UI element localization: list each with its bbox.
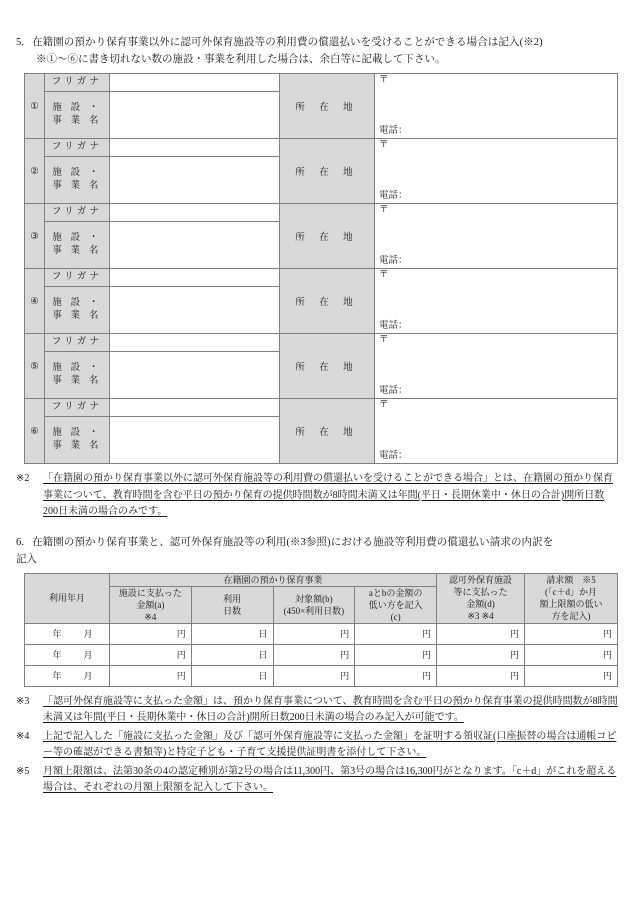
year-unit-1: 年 (52, 629, 62, 639)
header-group-enrolled: 在籍園の預かり保育事業 (110, 573, 437, 586)
address-box-6[interactable] (375, 399, 617, 463)
cell-lower-of-ab-2[interactable]: 円 (355, 644, 437, 665)
section-5-heading (12, 34, 618, 51)
month-unit-2: 月 (83, 650, 93, 660)
tel-label-6: 電話： (379, 451, 408, 461)
facility-name-label-4: 施 設 ・ 事 業 名 (45, 287, 110, 334)
location-label-2: 所 在 地 (280, 139, 375, 204)
cell-paid-facility-3[interactable]: 円 (110, 665, 192, 686)
cell-claim-amount-3[interactable]: 円 (525, 665, 618, 686)
location-label-5: 所 在 地 (280, 334, 375, 399)
section-5-heading-line2: ※①〜⑥に書き切れない数の施設・事業を利用した場合は、余白等に記載して下さい。 (36, 54, 446, 65)
section-6-heading (12, 534, 618, 551)
cell-paid-facility-1[interactable]: 円 (110, 623, 192, 644)
cell-lower-of-ab-1[interactable]: 円 (355, 623, 437, 644)
facility-table (24, 73, 618, 464)
location-label-4: 所 在 地 (280, 269, 375, 334)
breakdown-table (24, 573, 618, 687)
facility-name-label-5: 施 設 ・ 事 業 名 (45, 352, 110, 399)
zip-label-2: 〒 (379, 140, 389, 150)
table-row (25, 204, 618, 222)
furigana-label-3: フリガナ (45, 204, 110, 222)
location-label-1: 所 在 地 (280, 74, 375, 139)
breakdown-table-body (25, 623, 618, 686)
month-unit-1: 月 (83, 629, 93, 639)
facility-name-label-6: 施 設 ・ 事 業 名 (45, 417, 110, 464)
cell-use-days-3[interactable]: 日 (191, 665, 273, 686)
facility-index-1: ① (25, 74, 45, 139)
note-2-text: 「在籍園の預かり保育事業以外に認可外保育施設等の利用費の償還払いを受けることができる場合」とは、在籍園の預かり保育事業について、教育時間を含む平日の預かり保育の提供時間数が8時間未満又は年間(平日・長期休業中・休日の合計)開所日数200日未満の場合のみです。 (43, 473, 613, 517)
facility-index-2: ② (25, 139, 45, 204)
facility-name-label-2: 施 設 ・ 事 業 名 (45, 157, 110, 204)
facility-table-body (25, 74, 618, 464)
address-cell-3[interactable] (375, 204, 618, 269)
note-4 (12, 729, 618, 762)
table-row (25, 644, 618, 665)
table-row (25, 334, 618, 352)
address-box-3[interactable] (375, 204, 617, 268)
facility-name-input-1[interactable] (110, 92, 280, 139)
tel-label-3: 電話： (379, 256, 408, 266)
cell-year-month-1[interactable] (25, 623, 110, 644)
furigana-label-2: フリガナ (45, 139, 110, 157)
cell-paid-unlicensed-1[interactable]: 円 (437, 623, 525, 644)
cell-lower-of-ab-3[interactable]: 円 (355, 665, 437, 686)
table-row (25, 399, 618, 417)
header-lower-of-ab: aとbの金額の 低い方を記入 (c) (355, 586, 437, 623)
address-cell-1[interactable] (375, 74, 618, 139)
facility-name-label-3: 施 設 ・ 事 業 名 (45, 222, 110, 269)
facility-name-input-4[interactable] (110, 287, 280, 334)
table-row (25, 139, 618, 157)
furigana-input-4[interactable] (110, 269, 280, 287)
facility-index-5: ⑤ (25, 334, 45, 399)
note-5-tag: ※5 (16, 765, 30, 777)
furigana-input-3[interactable] (110, 204, 280, 222)
section-6-number: 6. (16, 536, 25, 548)
tel-label-2: 電話： (379, 191, 408, 201)
note-2-tag: ※2 (16, 473, 30, 484)
cell-year-month-2[interactable] (25, 644, 110, 665)
section-6-heading-line1: 在籍園の預かり保育事業と、認可外保育施設等の利用(※3参照)における施設等利用費の償還払い請求の内訳を (32, 536, 554, 548)
zip-label-4: 〒 (379, 270, 389, 280)
zip-label-6: 〒 (379, 400, 389, 410)
header-year-month: 利用年月 (25, 573, 110, 623)
facility-index-4: ④ (25, 269, 45, 334)
note-3 (12, 694, 618, 727)
tel-label-1: 電話： (379, 126, 408, 136)
table-row (25, 665, 618, 686)
furigana-input-2[interactable] (110, 139, 280, 157)
note-5 (12, 764, 618, 797)
furigana-label-4: フリガナ (45, 269, 110, 287)
location-label-6: 所 在 地 (280, 399, 375, 464)
furigana-label-5: フリガナ (45, 334, 110, 352)
address-cell-5[interactable] (375, 334, 618, 399)
cell-target-amount-1[interactable]: 円 (273, 623, 355, 644)
note-3-tag: ※3 (16, 695, 30, 707)
furigana-label-6: フリガナ (45, 399, 110, 417)
address-cell-4[interactable] (375, 269, 618, 334)
year-unit-3: 年 (52, 671, 62, 681)
location-label-3: 所 在 地 (280, 204, 375, 269)
cell-paid-unlicensed-2[interactable]: 円 (437, 644, 525, 665)
zip-label-1: 〒 (379, 75, 389, 85)
year-unit-2: 年 (52, 650, 62, 660)
facility-index-6: ⑥ (25, 399, 45, 464)
cell-target-amount-2[interactable]: 円 (273, 644, 355, 665)
header-target-amount: 対象額(b) (450×利用日数) (273, 586, 355, 623)
furigana-input-5[interactable] (110, 334, 280, 352)
section-5-heading-line1: 在籍園の預かり保育事業以外に認可外保育施設等の利用費の償還払いを受けることができる場合は記入(※2) (32, 37, 543, 48)
facility-name-input-6[interactable] (110, 417, 280, 464)
tel-label-5: 電話： (379, 386, 408, 396)
address-box-4[interactable] (375, 269, 617, 333)
address-box-1[interactable] (375, 74, 617, 138)
section-6-heading-line2: 記入 (16, 553, 37, 565)
note-2 (12, 471, 618, 521)
facility-name-input-5[interactable] (110, 352, 280, 399)
breakdown-table-head (25, 573, 618, 623)
header-use-days: 利用 日数 (191, 586, 273, 623)
zip-label-3: 〒 (379, 205, 389, 215)
note-3-text: 「認可外保育施設等に支払った金額」は、預かり保育事業について、教育時間を含む平日の預かり保育事業の提供時間数が8時間未満又は年間(平日・長期休業中・休日の合計)開所日数200日未満の場合のみ記入が可能です。 (43, 695, 618, 723)
furigana-input-6[interactable] (110, 399, 280, 417)
cell-target-amount-3[interactable]: 円 (273, 665, 355, 686)
table-row (25, 269, 618, 287)
cell-use-days-1[interactable]: 日 (191, 623, 273, 644)
address-box-2[interactable] (375, 139, 617, 203)
breakdown-group-header-row (25, 573, 618, 586)
note-4-text: 上記で記入した「施設に支払った金額」及び「認可外保育施設等に支払った金額」を証明する領収証(口座振替の場合は通帳コピー等の確認ができる書類等)と特定子ども・子育て支援提供証明書を添付して下さい。 (43, 730, 617, 758)
section-5-number: 5. (16, 37, 25, 48)
table-row (25, 623, 618, 644)
zip-label-5: 〒 (379, 335, 389, 345)
facility-name-input-2[interactable] (110, 157, 280, 204)
facility-name-label-1: 施 設 ・ 事 業 名 (45, 92, 110, 139)
facility-name-input-3[interactable] (110, 222, 280, 269)
tel-label-4: 電話： (379, 321, 408, 331)
header-paid-unlicensed: 認可外保育施設 等に支払った 金額(d) ※3 ※4 (437, 573, 525, 623)
note-4-tag: ※4 (16, 730, 30, 742)
furigana-label-1: フリガナ (45, 74, 110, 92)
cell-year-month-3[interactable] (25, 665, 110, 686)
address-cell-6[interactable] (375, 399, 618, 464)
cell-paid-unlicensed-3[interactable]: 円 (437, 665, 525, 686)
note-5-text: 月額上限額は、法第30条の4の認定種別が第2号の場合は11,300円、第3号の場合は16,300円がとなります。「c＋d」がこれを超える場合は、それぞれの月額上限額を記入して下さい。 (43, 765, 617, 793)
facility-index-3: ③ (25, 204, 45, 269)
address-box-5[interactable] (375, 334, 617, 398)
address-cell-2[interactable] (375, 139, 618, 204)
table-row (25, 74, 618, 92)
furigana-input-1[interactable] (110, 74, 280, 92)
header-paid-facility: 施設に支払った 金額(a) ※4 (110, 586, 192, 623)
cell-paid-facility-2[interactable]: 円 (110, 644, 192, 665)
cell-claim-amount-2[interactable]: 円 (525, 644, 618, 665)
month-unit-3: 月 (83, 671, 93, 681)
header-claim-amount: 請求額 ※5 (「c＋d」か月 額上限額の低い 方を記入) (525, 573, 618, 623)
cell-claim-amount-1[interactable]: 円 (525, 623, 618, 644)
cell-use-days-2[interactable]: 日 (191, 644, 273, 665)
